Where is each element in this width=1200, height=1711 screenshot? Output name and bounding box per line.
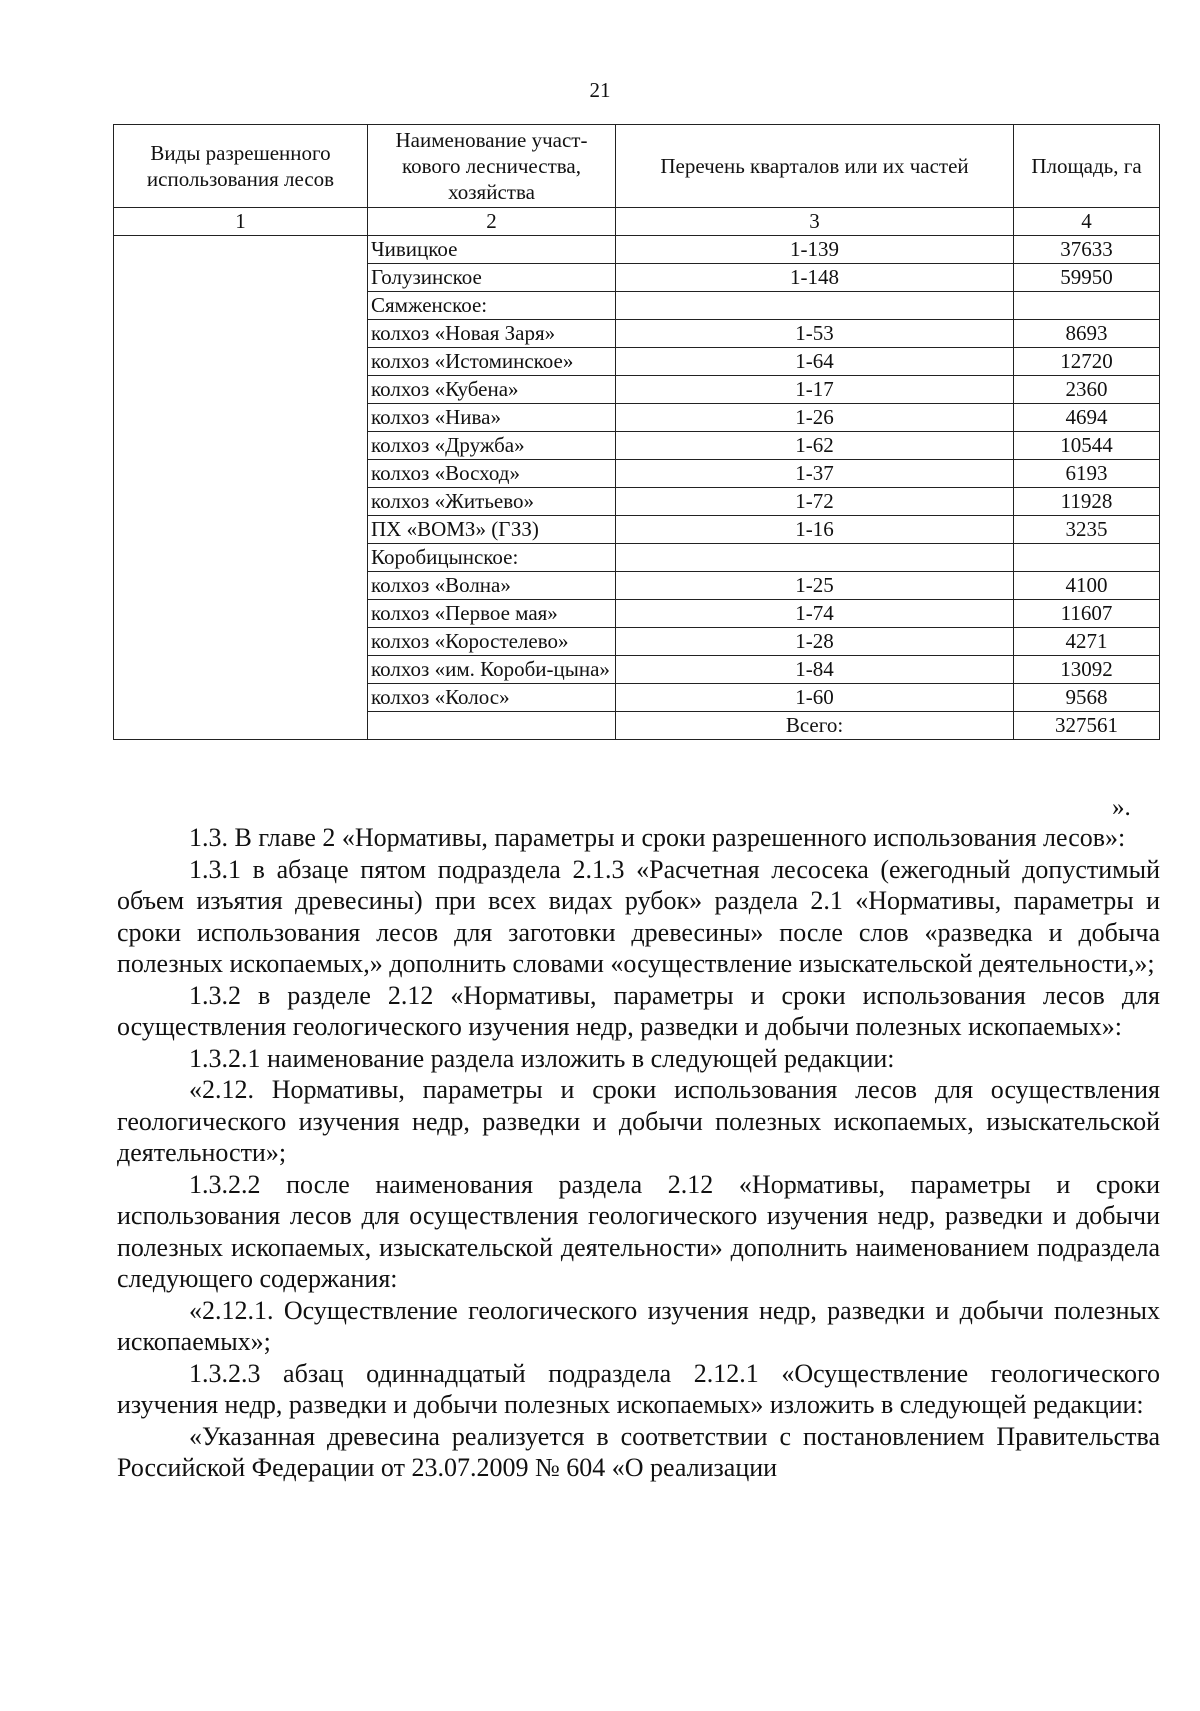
area-cell: 8693: [1014, 320, 1160, 348]
area-cell: 9568: [1014, 684, 1160, 712]
quarters-cell: 1-25: [616, 572, 1014, 600]
area-cell: 4271: [1014, 628, 1160, 656]
area-cell: 2360: [1014, 376, 1160, 404]
header-use-type: Виды разрешенного использования лесов: [114, 125, 368, 208]
forestry-name-cell: колхоз «Истоминское»: [368, 348, 616, 376]
forestry-name-cell: Голузинское: [368, 264, 616, 292]
forestry-name-cell: Сямженское:: [368, 292, 616, 320]
paragraph: 1.3.1 в абзаце пятом подраздела 2.1.3 «Расчетная лесосека (ежегодный допустимый объем изъятия древесины) при всех видах рубок» раздела 2.1 «Нормативы, параметры и сроки использования лесов для заготовки древесины» после слов «разведка и добыча полезных ископаемых,» дополнить словами «осуществление изыскательской деятельности,»;: [117, 854, 1160, 978]
quarters-cell: 1-72: [616, 488, 1014, 516]
use-type-cell: [114, 236, 368, 740]
total-value: 327561: [1014, 712, 1160, 740]
area-cell: 4694: [1014, 404, 1160, 432]
paragraph: 1.3.2.2 после наименования раздела 2.12 «Нормативы, параметры и сроки использования лесов для осуществления геологического изучения недр, разведки и добычи полезных ископаемых, изыскательской деятельности» дополнить наименованием подраздела следующего содержания:: [117, 1169, 1160, 1293]
area-cell: 11928: [1014, 488, 1160, 516]
quarters-cell: 1-64: [616, 348, 1014, 376]
total-empty-cell: [368, 712, 616, 740]
quarters-cell: 1-148: [616, 264, 1014, 292]
area-cell: [1014, 544, 1160, 572]
forestry-name-cell: Чивицкое: [368, 236, 616, 264]
paragraph: «2.12. Нормативы, параметры и сроки использования лесов для осуществления геологического изучения недр, разведки и добычи полезных ископаемых, изыскательской деятельности»;: [117, 1075, 1160, 1167]
column-number: 2: [368, 208, 616, 236]
paragraph: «2.12.1. Осуществление геологического изучения недр, разведки и добычи полезных ископаемых»;: [117, 1295, 1160, 1356]
column-number: 1: [114, 208, 368, 236]
area-cell: 3235: [1014, 516, 1160, 544]
page-number: 21: [589, 78, 611, 102]
area-cell: 13092: [1014, 656, 1160, 684]
forestry-name-cell: колхоз «Житьево»: [368, 488, 616, 516]
quarters-cell: 1-53: [616, 320, 1014, 348]
area-cell: [1014, 292, 1160, 320]
table-row: [114, 236, 1160, 264]
quarters-cell: 1-139: [616, 236, 1014, 264]
column-number: 3: [616, 208, 1014, 236]
total-label: Всего:: [616, 712, 1014, 740]
forestry-name-cell: колхоз «Волна»: [368, 572, 616, 600]
paragraph: 1.3.2.3 абзац одиннадцатый подраздела 2.12.1 «Осуществление геологического изучения недр, разведки и добычи полезных ископаемых» изложить в следующей редакции:: [117, 1358, 1160, 1419]
paragraph: «Указанная древесина реализуется в соответствии с постановлением Правительства Российской Федерации от 23.07.2009 № 604 «О реализации: [117, 1421, 1160, 1482]
quarters-cell: 1-26: [616, 404, 1014, 432]
paragraph: 1.3. В главе 2 «Нормативы, параметры и сроки разрешенного использования лесов»:: [189, 823, 1126, 852]
quarters-cell: 1-17: [616, 376, 1014, 404]
table-header-row: [114, 125, 1160, 208]
quarters-cell: 1-74: [616, 600, 1014, 628]
quarters-cell: 1-16: [616, 516, 1014, 544]
document-body: [117, 822, 1160, 1484]
forest-use-table: [113, 124, 1160, 740]
forestry-name-cell: колхоз «Восход»: [368, 460, 616, 488]
quarters-cell: [616, 544, 1014, 572]
area-cell: 59950: [1014, 264, 1160, 292]
quarters-cell: 1-37: [616, 460, 1014, 488]
area-cell: 37633: [1014, 236, 1160, 264]
forestry-name-cell: колхоз «Новая Заря»: [368, 320, 616, 348]
forestry-name-cell: ПХ «ВОМЗ» (ГЗЗ): [368, 516, 616, 544]
quarters-cell: 1-84: [616, 656, 1014, 684]
header-forestry-name: Наименование участ-кового лесничества, хозяйства: [368, 125, 616, 208]
forestry-name-cell: колхоз «Первое мая»: [368, 600, 616, 628]
header-quarters: Перечень кварталов или их частей: [616, 125, 1014, 208]
area-cell: 6193: [1014, 460, 1160, 488]
closing-quote-mark: ».: [1112, 794, 1131, 821]
header-area: Площадь, га: [1014, 125, 1160, 208]
forestry-name-cell: Коробицынское:: [368, 544, 616, 572]
column-number-row: [114, 208, 1160, 236]
quarters-cell: 1-62: [616, 432, 1014, 460]
paragraph: 1.3.2 в разделе 2.12 «Нормативы, параметры и сроки использования лесов для осуществления геологического изучения недр, разведки и добычи полезных ископаемых»:: [117, 980, 1160, 1041]
area-cell: 10544: [1014, 432, 1160, 460]
paragraph: 1.3.2.1 наименование раздела изложить в следующей редакции:: [189, 1043, 895, 1073]
area-cell: 4100: [1014, 572, 1160, 600]
forestry-name-cell: колхоз «Колос»: [368, 684, 616, 712]
forestry-name-cell: колхоз «Кубена»: [368, 376, 616, 404]
area-cell: 12720: [1014, 348, 1160, 376]
forestry-name-cell: колхоз «Коростелево»: [368, 628, 616, 656]
quarters-cell: [616, 292, 1014, 320]
area-cell: 11607: [1014, 600, 1160, 628]
forestry-name-cell: колхоз «Нива»: [368, 404, 616, 432]
forestry-name-cell: колхоз «им. Короби-цына»: [368, 656, 616, 684]
quarters-cell: 1-60: [616, 684, 1014, 712]
quarters-cell: 1-28: [616, 628, 1014, 656]
forestry-name-cell: колхоз «Дружба»: [368, 432, 616, 460]
column-number: 4: [1014, 208, 1160, 236]
